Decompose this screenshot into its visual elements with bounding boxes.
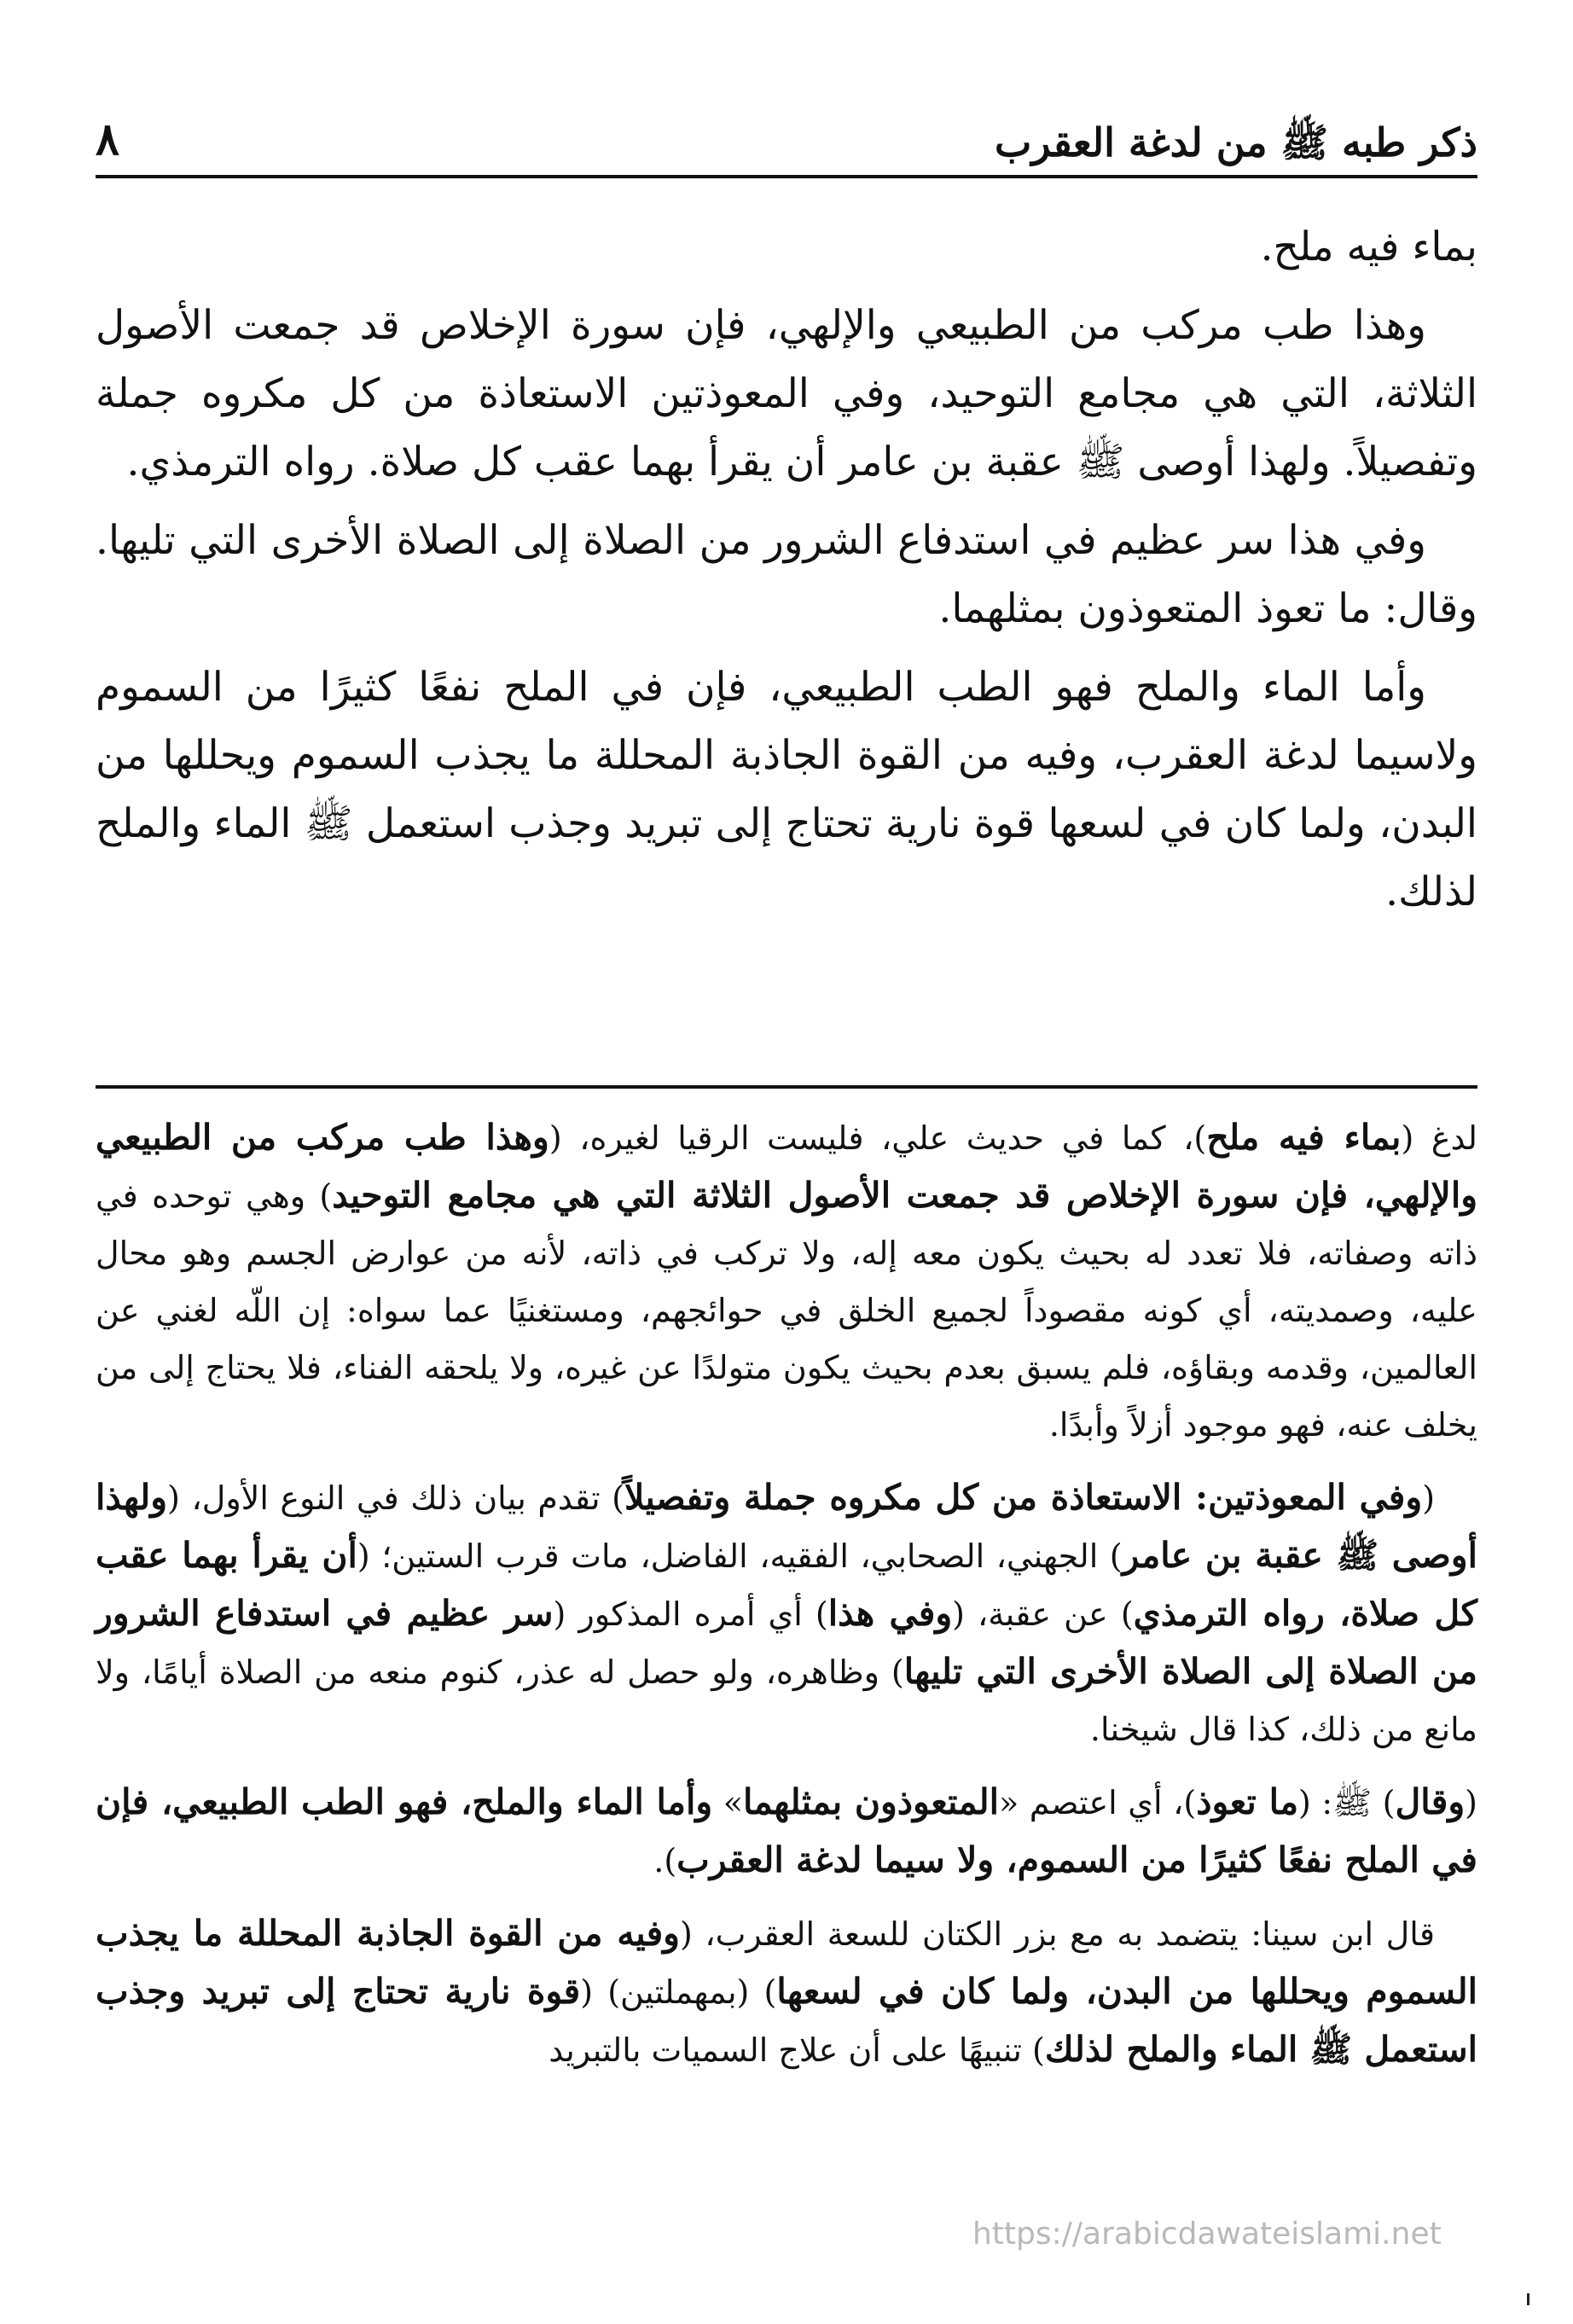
quoted-text: سر عظيم في استدفاع الشرور من الصلاة إلى الصلاة الأخرى التي تليها: [96, 1593, 1477, 1692]
page-corner-mark: [1527, 2293, 1529, 2305]
commentary-text: ) تقدم بيان ذلك في النوع الأول، (: [167, 1479, 624, 1517]
commentary-text: ) تنبيهًا على أن علاج السميات بالتبريد: [549, 2031, 1045, 2069]
page-header: [96, 94, 1477, 166]
commentary-text: )، أي اعتصم «: [998, 1784, 1197, 1821]
quoted-text: قوة نارية تحتاج إلى تبريد وجذب استعمل ﷺ الماء والملح لذلك: [96, 1971, 1477, 2070]
commentary-text: ) الجهني، الصحابي، الفقيه، الفاضل، مات قرب الستين؛ (: [357, 1537, 1123, 1575]
commentary-text: »: [712, 1784, 743, 1821]
commentary-paragraph: [96, 1469, 1477, 1758]
main-paragraph: وأما الماء والملح فهو الطب الطبيعي، فإن في الملح نفعًا كثيرًا من السموم ولاسيما لدغة العقرب، وفيه من القوة الجاذبة المحللة ما يجذب السموم ويحللها من البدن، ولما كان في لسعها قوة نارية تحتاج إلى تبريد وجذب استعمل ﷺ الماء والملح لذلك.: [96, 664, 1477, 915]
commentary-text: ) ﷺ: (: [1298, 1784, 1396, 1821]
commentary-text: )، كما في حديث علي، فليست الرقيا لغيره، (: [549, 1119, 1207, 1157]
watermark-url: https://arabicdawateislami.net: [972, 2217, 1442, 2251]
main-paragraph: بماء فيه ملح.: [1260, 224, 1477, 270]
quoted-text: بماء فيه ملح: [1206, 1117, 1402, 1158]
commentary-paragraph: [96, 1109, 1477, 1454]
commentary-paragraph: [96, 1774, 1477, 1890]
quoted-text: وفيه من القوة الجاذبة المحللة ما يجذب السموم ويحللها من البدن، ولما كان في لسعها: [96, 1913, 1477, 2012]
commentary-text: ) أي أمره المذكور (: [553, 1595, 828, 1633]
commentary-paragraph: [96, 1905, 1477, 2079]
quoted-text: ولهذا أوصى ﷺ عقبة بن عامر: [96, 1477, 1477, 1576]
quoted-text: أن يقرأ بهما عقب كل صلاة، رواه الترمذي: [96, 1535, 1477, 1634]
header-rule: [96, 175, 1477, 178]
commentary-text: ) وهي توحده في ذاته وصفاته، فلا تعدد له بحيث يكون معه إله، ولا تركب في ذاته، لأنه من عوارض الجسم وهو محال عليه، وصمديته، أي كونه مقصوداً لجميع الخلق في حوائجهم، ومستغنيًا عما سواه: إن اللّه لغني عن العالمين، وقدمه وبقاؤه، فلم يسبق بعدم بحيث يكون متولدًا عن غيره، ولا يلحقه الفناء، فلا يحتاج إلى من يخلف عنه، فهو موجود أزلاً وأبدًا.: [96, 1177, 1477, 1444]
quoted-text: ما تعوذ: [1196, 1781, 1299, 1822]
main-paragraph: وفي هذا سر عظيم في استدفاع الشرور من الصلاة إلى الصلاة الأخرى التي تليها. وقال: ما تعوذ المتعوذون بمثلهما.: [96, 517, 1477, 632]
quoted-text: وفي هذا: [827, 1593, 953, 1634]
quoted-text: المتعوذون بمثلهما: [743, 1781, 999, 1822]
quoted-text: وقال: [1395, 1781, 1466, 1822]
commentary-text: لدغ (: [1401, 1119, 1478, 1157]
quoted-text: وهذا طب مركب من الطبيعي والإلهي، فإن سورة الإخلاص قد جمعت الأصول الثلاثة التي هي مجامع التوحيد: [96, 1117, 1478, 1216]
main-paragraph: وهذا طب مركب من الطبيعي والإلهي، فإن سورة الإخلاص قد جمعت الأصول الثلاثة، التي هي مجامع التوحيد، وفي المعوذتين الاستعاذة من كل مكروه جملة وتفصيلاً. ولهذا أوصى ﷺ عقبة بن عامر أن يقرأ بهما عقب كل صلاة. رواه الترمذي.: [96, 302, 1477, 485]
commentary-text: ) وظاهره، ولو حصل له عذر، كنوم منعه من الصلاة أيامًا، ولا مانع من ذلك، كذا قال شيخنا.: [96, 1653, 1477, 1748]
quoted-text: وفي المعوذتين: الاستعاذة من كل مكروه جملة وتفصيلاً: [624, 1477, 1423, 1518]
page-number: ٨: [96, 113, 119, 166]
commentary-text: (: [1422, 1479, 1436, 1517]
commentary-text: (: [1465, 1784, 1477, 1821]
commentary-text: قال ابن سينا: يتضمد به مع بزر الكتان للسعة العقرب، (: [679, 1915, 1435, 1953]
running-title: ذكر طبه ﷺ من لدغة العقرب: [994, 119, 1477, 166]
quoted-text: وأما الماء والملح، فهو الطب الطبيعي، فإن في الملح نفعًا كثيرًا من السموم، ولا سيما لدغة العقرب: [96, 1781, 1477, 1880]
commentary: [96, 1109, 1477, 2095]
main-text: [96, 213, 1477, 937]
commentary-text: ) (بمهملتين) (: [580, 1973, 777, 2011]
commentary-rule: [96, 1085, 1477, 1089]
commentary-text: ).: [653, 1842, 677, 1880]
commentary-text: ) عن عقبة، (: [952, 1595, 1134, 1633]
